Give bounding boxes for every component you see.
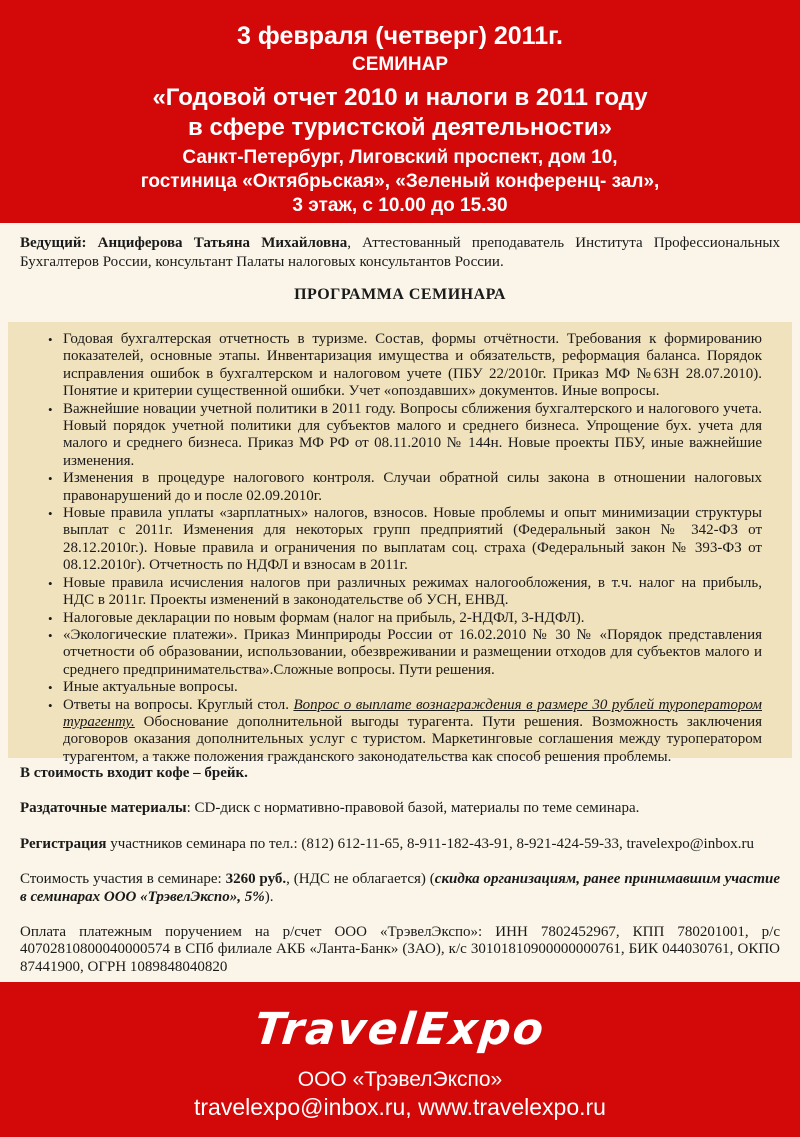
bullet-icon: •	[48, 506, 53, 522]
text-segment: участников семинара по тел.: (812) 612-11-65, 8-911-182-43-91, 8-921-424-59-33, travelexpo@inbox.ru	[106, 835, 754, 852]
text-segment: : CD-диск с нормативно-правовой базой, материалы по теме семинара.	[186, 800, 640, 817]
program-item-text	[63, 470, 762, 505]
text-segment: Новые правила уплаты «зарплатных» налогов, взносов. Новые проблемы и опыт минимизации структуры выплат с 2011г. Изменения для некоторых групп предприятий (Федеральный закон № 342-ФЗ от 28.12.2010г.). Новые правила и ограничения по выплатам соц. страха (Федеральный закон № 393-ФЗ от 08.12.2010г). Отчетность по НДФЛ и взносам в 2011г.	[63, 505, 762, 574]
text-segment: Оплата платежным поручением на р/счет ООО «ТрэвелЭкспо»: ИНН 7802452967, КПП 780201001, р/с 40702810800040000574 в СПб филиале АКБ «Ланта-Банк» (ЗАО), к/с 30101810900000000761, БИК 044030761, ОКПО 87441900, ОГРН 1089848040820	[20, 924, 780, 975]
program-item	[8, 627, 792, 679]
bullet-icon: •	[48, 332, 53, 347]
program-item	[8, 575, 792, 610]
program-item	[8, 470, 792, 505]
text-segment: Ведущий: Анциферова Татьяна Михайловна	[20, 235, 348, 251]
program-item-text	[63, 627, 762, 679]
details-paragraph	[20, 836, 780, 853]
seminar-title-line1: «Годовой отчет 2010 и налоги в 2011 году	[152, 84, 648, 111]
program-item	[8, 401, 792, 471]
seminar-date: 3 февраля (четверг) 2011г.	[237, 22, 563, 50]
program-item	[8, 697, 792, 767]
text-segment: ).	[264, 888, 274, 905]
text-segment: 3260 руб.	[225, 871, 287, 888]
program-item-text	[63, 679, 762, 696]
seminar-label: СЕМИНАР	[352, 54, 448, 75]
program-item-text	[63, 575, 762, 610]
location-line2: гостиница «Октябрьская», «Зеленый конференц- зал»,	[140, 171, 660, 192]
location-line3: 3 этаж, с 10.00 до 15.30	[292, 195, 508, 216]
text-segment: Иные актуальные вопросы.	[63, 679, 238, 696]
text-segment: Годовая бухгалтерская отчетность в туризме. Состав, формы отчётности. Требования к формированию показателей, основные этапы. Инвентаризация имущества и обязательств, реформация баланса. Порядок исправления ошибок в бухгалтерском и налоговом учете (ПБУ 22/2010г. Приказ МФ №63Н 28.07.2010). Понятие и критерии существенной ошибки. Учет «опоздавших» документов. Иные вопросы.	[63, 331, 762, 400]
text-segment: , (НДС не облагается) (	[286, 871, 435, 888]
bullet-icon: •	[48, 697, 53, 713]
program-item-text	[63, 610, 762, 627]
details-paragraph	[20, 924, 780, 976]
details-paragraph	[20, 765, 780, 782]
footer-contact-links[interactable]: travelexpo@inbox.ru, www.travelexpo.ru	[194, 1094, 606, 1120]
text-segment: Изменения в процедуре налогового контроля. Случаи обратной силы закона в отношении налоговых правонарушений до и после 02.09.2010г.	[63, 470, 762, 504]
header-banner	[0, 0, 800, 223]
text-segment: Обоснование дополнительной выгоды турагента. Пути решения. Возможность заключения договоров оказания дополнительных услуг с туристом. Маркетинговые соглашения между туроператором турагентом, а также положения гражданского законодательства как способ решения проблемы.	[63, 713, 762, 765]
program-item	[8, 505, 792, 575]
program-heading: ПРОГРАММА СЕМИНАРА	[294, 286, 506, 303]
bullet-icon: •	[48, 401, 53, 417]
details-section	[20, 765, 780, 994]
bullet-icon: •	[48, 627, 53, 643]
location-line1: Санкт-Петербург, Лиговский проспект, дом 10,	[182, 147, 618, 168]
text-segment: В стоимость входит кофе – брейк.	[20, 765, 248, 781]
text-segment: скидка организациям, ранее принимавшим участие в семинарах ООО «ТрэвелЭкспо», 5%	[20, 871, 781, 905]
footer-banner	[0, 982, 800, 1137]
program-item	[8, 610, 792, 627]
program-item	[8, 679, 792, 696]
text-segment: Налоговые декларации по новым формам (налог на прибыль, 2-НДФЛ, 3-НДФЛ).	[63, 609, 585, 626]
seminar-title-line2: в сфере туристской деятельности»	[188, 114, 612, 141]
details-paragraph	[20, 871, 780, 906]
bullet-icon: •	[48, 575, 53, 591]
program-item-text	[63, 331, 762, 401]
text-segment: Ответы на вопросы. Круглый стол.	[63, 696, 294, 713]
text-segment: Важнейшие новации учетной политики в 2011 году. Вопросы сближения бухгалтерского и налогового учета. Новый порядок учетной политики для субъектов малого и среднего бизнеса. Упрощение бух. учета для малого и среднего бизнеса. Приказ МФ РФ от 08.11.2010 № 144н. Новые проекты ПБУ, иные важнейшие изменения.	[63, 400, 762, 469]
program-item	[8, 331, 792, 401]
program-item-text	[63, 401, 762, 471]
text-segment: Раздаточные материалы	[20, 800, 187, 817]
travelexpo-logo: TravelExpo	[252, 1004, 548, 1055]
text-segment: Регистрация	[20, 835, 107, 852]
company-name: ООО «ТрэвелЭкспо»	[297, 1068, 503, 1091]
bullet-icon: •	[48, 471, 53, 487]
text-segment: Стоимость участия в семинаре:	[20, 871, 226, 888]
text-segment: Вопрос о выплате вознаграждения в размере 30 рублей туроператором турагенту.	[63, 696, 762, 730]
bullet-icon: •	[48, 680, 53, 696]
program-list	[8, 322, 792, 765]
details-paragraph	[20, 800, 780, 817]
text-segment: Новые правила исчисления налогов при различных режимах налогообложения, в т.ч. налог на прибыль, НДС в 2011г. Проекты изменений в законодательстве об УСН, ЕНВД.	[63, 574, 762, 609]
presenter-info	[20, 234, 780, 272]
bullet-icon: •	[48, 610, 53, 626]
program-item-text	[63, 697, 762, 767]
program-item-text	[63, 505, 762, 575]
text-segment: «Экологические платежи». Приказ Минприроды России от 16.02.2010 № 30 № «Порядок представления отчетности об образовании, использовании, обезвреживании и размещении отходов для субъектов малого и среднего предпринимательства».Сложные вопросы. Пути решения.	[63, 626, 762, 678]
text-segment: , Аттестованный преподаватель Института Профессиональных Бухгалтеров России, консультант Палаты налоговых консультантов России.	[20, 235, 780, 270]
